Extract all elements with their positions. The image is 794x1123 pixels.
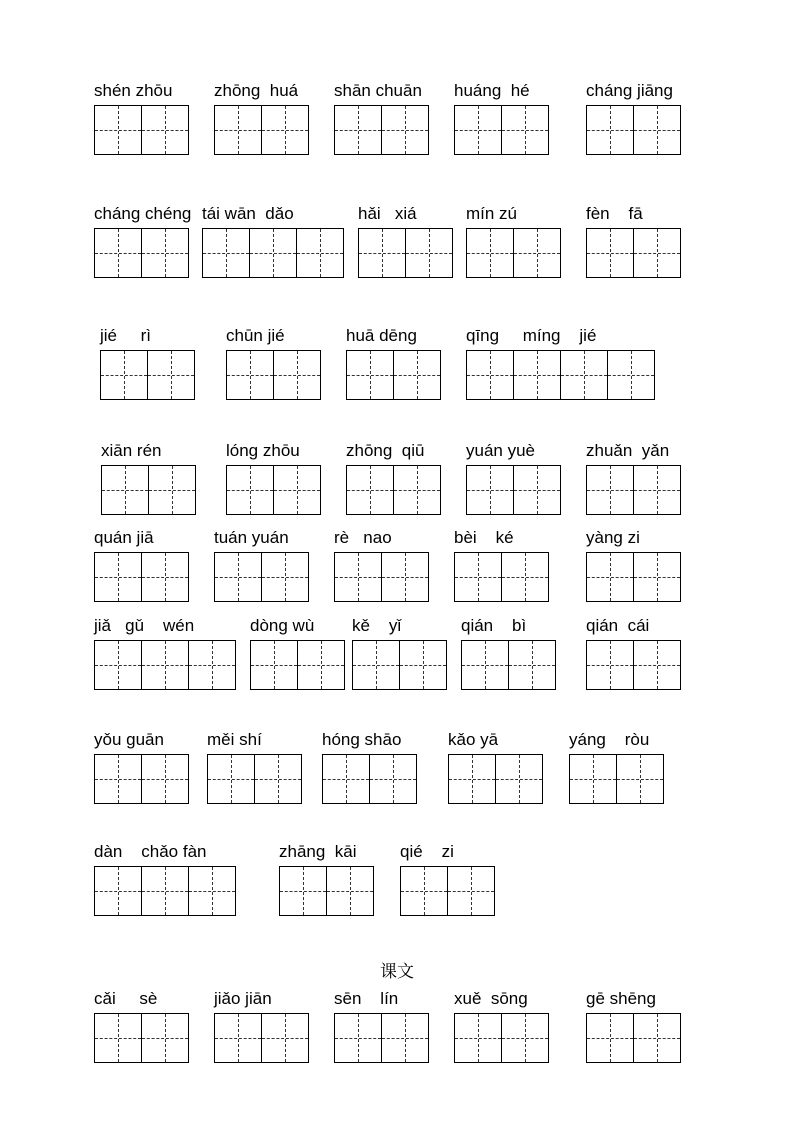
tianzige-boxes bbox=[454, 552, 549, 602]
writing-cell[interactable] bbox=[495, 754, 543, 804]
writing-cell[interactable] bbox=[94, 552, 142, 602]
writing-cell[interactable] bbox=[214, 105, 262, 155]
tianzige-boxes bbox=[334, 1013, 429, 1063]
word-item bbox=[94, 81, 189, 155]
word-item bbox=[279, 842, 374, 916]
writing-cell[interactable] bbox=[101, 465, 149, 515]
writing-cell[interactable] bbox=[334, 1013, 382, 1063]
word-item bbox=[586, 528, 681, 602]
writing-cell[interactable] bbox=[334, 105, 382, 155]
pinyin-label: cháng chéng bbox=[94, 204, 192, 223]
writing-cell[interactable] bbox=[560, 350, 608, 400]
pinyin-label: yuán yuè bbox=[466, 441, 535, 460]
writing-cell[interactable] bbox=[279, 866, 327, 916]
word-item bbox=[94, 842, 236, 916]
tianzige-boxes bbox=[101, 465, 196, 515]
pinyin-label: bèi ké bbox=[454, 528, 514, 547]
pinyin-label: quán jiā bbox=[94, 528, 154, 547]
writing-cell[interactable] bbox=[273, 350, 321, 400]
writing-cell[interactable] bbox=[405, 228, 453, 278]
word-item bbox=[322, 730, 417, 804]
word-item bbox=[586, 441, 681, 515]
writing-cell[interactable] bbox=[188, 866, 236, 916]
pinyin-label: zhōng huá bbox=[214, 81, 299, 100]
pinyin-label: huáng hé bbox=[454, 81, 530, 100]
writing-cell[interactable] bbox=[141, 552, 189, 602]
tianzige-boxes bbox=[454, 1013, 549, 1063]
word-item bbox=[94, 204, 192, 278]
pinyin-label: cǎi sè bbox=[94, 989, 158, 1008]
writing-cell[interactable] bbox=[633, 552, 681, 602]
section-word-item bbox=[214, 989, 309, 1063]
writing-cell[interactable] bbox=[214, 1013, 262, 1063]
writing-cell[interactable] bbox=[94, 105, 142, 155]
word-item bbox=[586, 204, 681, 278]
writing-cell[interactable] bbox=[322, 754, 370, 804]
writing-cell[interactable] bbox=[94, 866, 142, 916]
pinyin-label: qián bì bbox=[461, 616, 527, 635]
writing-cell[interactable] bbox=[100, 350, 148, 400]
pinyin-label: dòng wù bbox=[250, 616, 315, 635]
writing-cell[interactable] bbox=[94, 640, 142, 690]
word-item bbox=[346, 326, 441, 400]
writing-cell[interactable] bbox=[586, 465, 634, 515]
tianzige-boxes bbox=[202, 228, 344, 278]
writing-cell[interactable] bbox=[393, 350, 441, 400]
pinyin-label: dàn chǎo fàn bbox=[94, 842, 207, 861]
tianzige-boxes bbox=[466, 350, 655, 400]
tianzige-boxes bbox=[448, 754, 543, 804]
word-item bbox=[207, 730, 302, 804]
tianzige-boxes bbox=[214, 105, 309, 155]
writing-cell[interactable] bbox=[501, 1013, 549, 1063]
writing-cell[interactable] bbox=[633, 228, 681, 278]
writing-cell[interactable] bbox=[207, 754, 255, 804]
tianzige-boxes bbox=[207, 754, 302, 804]
tianzige-boxes bbox=[400, 866, 495, 916]
writing-cell[interactable] bbox=[326, 866, 374, 916]
writing-cell[interactable] bbox=[202, 228, 250, 278]
pinyin-label: zhāng kāi bbox=[279, 842, 357, 861]
word-item bbox=[346, 441, 441, 515]
writing-cell[interactable] bbox=[633, 640, 681, 690]
pinyin-label: měi shí bbox=[207, 730, 262, 749]
pinyin-label: hóng shāo bbox=[322, 730, 402, 749]
writing-cell[interactable] bbox=[393, 465, 441, 515]
pinyin-label: rè nao bbox=[334, 528, 392, 547]
tianzige-boxes bbox=[586, 228, 681, 278]
writing-cell[interactable] bbox=[261, 1013, 309, 1063]
writing-cell[interactable] bbox=[466, 228, 514, 278]
word-item bbox=[334, 81, 429, 155]
writing-cell[interactable] bbox=[381, 105, 429, 155]
writing-cell[interactable] bbox=[447, 866, 495, 916]
tianzige-boxes bbox=[466, 465, 561, 515]
writing-cell[interactable] bbox=[273, 465, 321, 515]
pinyin-label: qián cái bbox=[586, 616, 650, 635]
pinyin-label: yǒu guān bbox=[94, 730, 164, 749]
tianzige-boxes bbox=[586, 1013, 681, 1063]
writing-cell[interactable] bbox=[346, 465, 394, 515]
pinyin-label: hǎi xiá bbox=[358, 204, 417, 223]
writing-cell[interactable] bbox=[141, 105, 189, 155]
writing-cell[interactable] bbox=[261, 552, 309, 602]
writing-cell[interactable] bbox=[501, 552, 549, 602]
pinyin-label: yàng zi bbox=[586, 528, 640, 547]
pinyin-label: shén zhōu bbox=[94, 81, 173, 100]
writing-cell[interactable] bbox=[586, 105, 634, 155]
tianzige-boxes bbox=[100, 350, 195, 400]
word-item bbox=[358, 204, 453, 278]
pinyin-label: zhōng qiū bbox=[346, 441, 425, 460]
writing-cell[interactable] bbox=[141, 866, 189, 916]
writing-cell[interactable] bbox=[607, 350, 655, 400]
writing-cell[interactable] bbox=[569, 754, 617, 804]
tianzige-boxes bbox=[214, 552, 309, 602]
writing-cell[interactable] bbox=[188, 640, 236, 690]
word-item bbox=[400, 842, 495, 916]
writing-cell[interactable] bbox=[254, 754, 302, 804]
pinyin-label: kě yǐ bbox=[352, 616, 402, 635]
tianzige-boxes bbox=[586, 465, 681, 515]
writing-cell[interactable] bbox=[297, 640, 345, 690]
writing-cell[interactable] bbox=[358, 228, 406, 278]
section-word-item bbox=[454, 989, 549, 1063]
tianzige-boxes bbox=[586, 552, 681, 602]
writing-cell[interactable] bbox=[513, 350, 561, 400]
tianzige-boxes bbox=[322, 754, 417, 804]
word-item bbox=[334, 528, 429, 602]
pinyin-label: jié rì bbox=[100, 326, 152, 345]
word-item bbox=[454, 528, 549, 602]
writing-cell[interactable] bbox=[586, 228, 634, 278]
pinyin-label: huā dēng bbox=[346, 326, 417, 345]
tianzige-boxes bbox=[94, 228, 189, 278]
pinyin-label: zhuǎn yǎn bbox=[586, 441, 670, 460]
word-item bbox=[250, 616, 345, 690]
writing-cell[interactable] bbox=[400, 866, 448, 916]
pinyin-label: sēn lín bbox=[334, 989, 399, 1008]
writing-cell[interactable] bbox=[454, 552, 502, 602]
writing-cell[interactable] bbox=[399, 640, 447, 690]
pinyin-label: cháng jiāng bbox=[586, 81, 673, 100]
writing-cell[interactable] bbox=[466, 465, 514, 515]
pinyin-label: kǎo yā bbox=[448, 730, 499, 749]
writing-cell[interactable] bbox=[586, 640, 634, 690]
pinyin-label: fèn fā bbox=[586, 204, 643, 223]
pinyin-label: shān chuān bbox=[334, 81, 422, 100]
word-item bbox=[94, 730, 189, 804]
writing-cell[interactable] bbox=[381, 1013, 429, 1063]
tianzige-boxes bbox=[466, 228, 561, 278]
writing-cell[interactable] bbox=[250, 640, 298, 690]
writing-cell[interactable] bbox=[501, 105, 549, 155]
word-item bbox=[352, 616, 447, 690]
tianzige-boxes bbox=[94, 105, 189, 155]
tianzige-boxes bbox=[454, 105, 549, 155]
tianzige-boxes bbox=[352, 640, 447, 690]
writing-cell[interactable] bbox=[214, 552, 262, 602]
pinyin-label: jiǎo jiān bbox=[214, 989, 272, 1008]
writing-cell[interactable] bbox=[94, 228, 142, 278]
writing-cell[interactable] bbox=[141, 228, 189, 278]
tianzige-boxes bbox=[358, 228, 453, 278]
tianzige-boxes bbox=[94, 754, 189, 804]
pinyin-label: tuán yuán bbox=[214, 528, 289, 547]
pinyin-label: mín zú bbox=[466, 204, 518, 223]
word-item bbox=[586, 81, 681, 155]
word-item bbox=[461, 616, 556, 690]
word-item bbox=[454, 81, 549, 155]
tianzige-boxes bbox=[279, 866, 374, 916]
tianzige-boxes bbox=[346, 465, 441, 515]
writing-cell[interactable] bbox=[141, 754, 189, 804]
writing-cell[interactable] bbox=[448, 754, 496, 804]
tianzige-boxes bbox=[94, 640, 236, 690]
pinyin-label: qīng míng jié bbox=[466, 326, 597, 345]
writing-cell[interactable] bbox=[148, 465, 196, 515]
tianzige-boxes bbox=[250, 640, 345, 690]
writing-cell[interactable] bbox=[369, 754, 417, 804]
pinyin-label: lóng zhōu bbox=[226, 441, 300, 460]
writing-cell[interactable] bbox=[513, 465, 561, 515]
pinyin-label: chūn jié bbox=[226, 326, 285, 345]
writing-cell[interactable] bbox=[616, 754, 664, 804]
pinyin-label: xuě sōng bbox=[454, 989, 528, 1008]
word-item bbox=[586, 616, 681, 690]
word-item bbox=[202, 204, 344, 278]
word-item bbox=[569, 730, 664, 804]
tianzige-boxes bbox=[334, 105, 429, 155]
section-word-item bbox=[334, 989, 429, 1063]
writing-cell[interactable] bbox=[226, 465, 274, 515]
writing-cell[interactable] bbox=[141, 640, 189, 690]
writing-cell[interactable] bbox=[508, 640, 556, 690]
word-item bbox=[214, 81, 309, 155]
writing-cell[interactable] bbox=[461, 640, 509, 690]
section-word-item bbox=[94, 989, 189, 1063]
tianzige-boxes bbox=[586, 105, 681, 155]
tianzige-boxes bbox=[569, 754, 664, 804]
word-item bbox=[226, 441, 321, 515]
word-item bbox=[101, 441, 196, 515]
pinyin-label: xiān rén bbox=[101, 441, 162, 460]
pinyin-label: tái wān dǎo bbox=[202, 204, 294, 223]
pinyin-label: jiǎ gǔ wén bbox=[94, 616, 195, 635]
word-item bbox=[94, 528, 189, 602]
writing-cell[interactable] bbox=[346, 350, 394, 400]
writing-cell[interactable] bbox=[261, 105, 309, 155]
tianzige-boxes bbox=[94, 1013, 189, 1063]
tianzige-boxes bbox=[334, 552, 429, 602]
pinyin-label: gē shēng bbox=[586, 989, 656, 1008]
writing-cell[interactable] bbox=[334, 552, 382, 602]
writing-cell[interactable] bbox=[147, 350, 195, 400]
tianzige-boxes bbox=[94, 866, 236, 916]
tianzige-boxes bbox=[226, 465, 321, 515]
writing-cell[interactable] bbox=[633, 465, 681, 515]
writing-cell[interactable] bbox=[454, 1013, 502, 1063]
writing-cell[interactable] bbox=[296, 228, 344, 278]
writing-cell[interactable] bbox=[94, 754, 142, 804]
word-item bbox=[94, 616, 236, 690]
tianzige-boxes bbox=[346, 350, 441, 400]
tianzige-boxes bbox=[94, 552, 189, 602]
writing-cell[interactable] bbox=[466, 350, 514, 400]
writing-cell[interactable] bbox=[141, 1013, 189, 1063]
writing-cell[interactable] bbox=[633, 105, 681, 155]
word-item bbox=[448, 730, 543, 804]
pinyin-label: yáng ròu bbox=[569, 730, 650, 749]
writing-cell[interactable] bbox=[586, 552, 634, 602]
writing-cell[interactable] bbox=[513, 228, 561, 278]
writing-cell[interactable] bbox=[94, 1013, 142, 1063]
tianzige-boxes bbox=[226, 350, 321, 400]
writing-cell[interactable] bbox=[352, 640, 400, 690]
writing-cell[interactable] bbox=[381, 552, 429, 602]
tianzige-boxes bbox=[461, 640, 556, 690]
tianzige-boxes bbox=[586, 640, 681, 690]
word-item bbox=[100, 326, 195, 400]
writing-cell[interactable] bbox=[586, 1013, 634, 1063]
writing-cell[interactable] bbox=[454, 105, 502, 155]
word-item bbox=[466, 441, 561, 515]
pinyin-label: qié zi bbox=[400, 842, 454, 861]
tianzige-boxes bbox=[214, 1013, 309, 1063]
writing-cell[interactable] bbox=[226, 350, 274, 400]
word-item bbox=[466, 326, 655, 400]
writing-cell[interactable] bbox=[633, 1013, 681, 1063]
word-item bbox=[466, 204, 561, 278]
word-item bbox=[226, 326, 321, 400]
word-item bbox=[214, 528, 309, 602]
section-word-item bbox=[586, 989, 681, 1063]
writing-cell[interactable] bbox=[249, 228, 297, 278]
section-title: 课文 bbox=[380, 962, 414, 982]
